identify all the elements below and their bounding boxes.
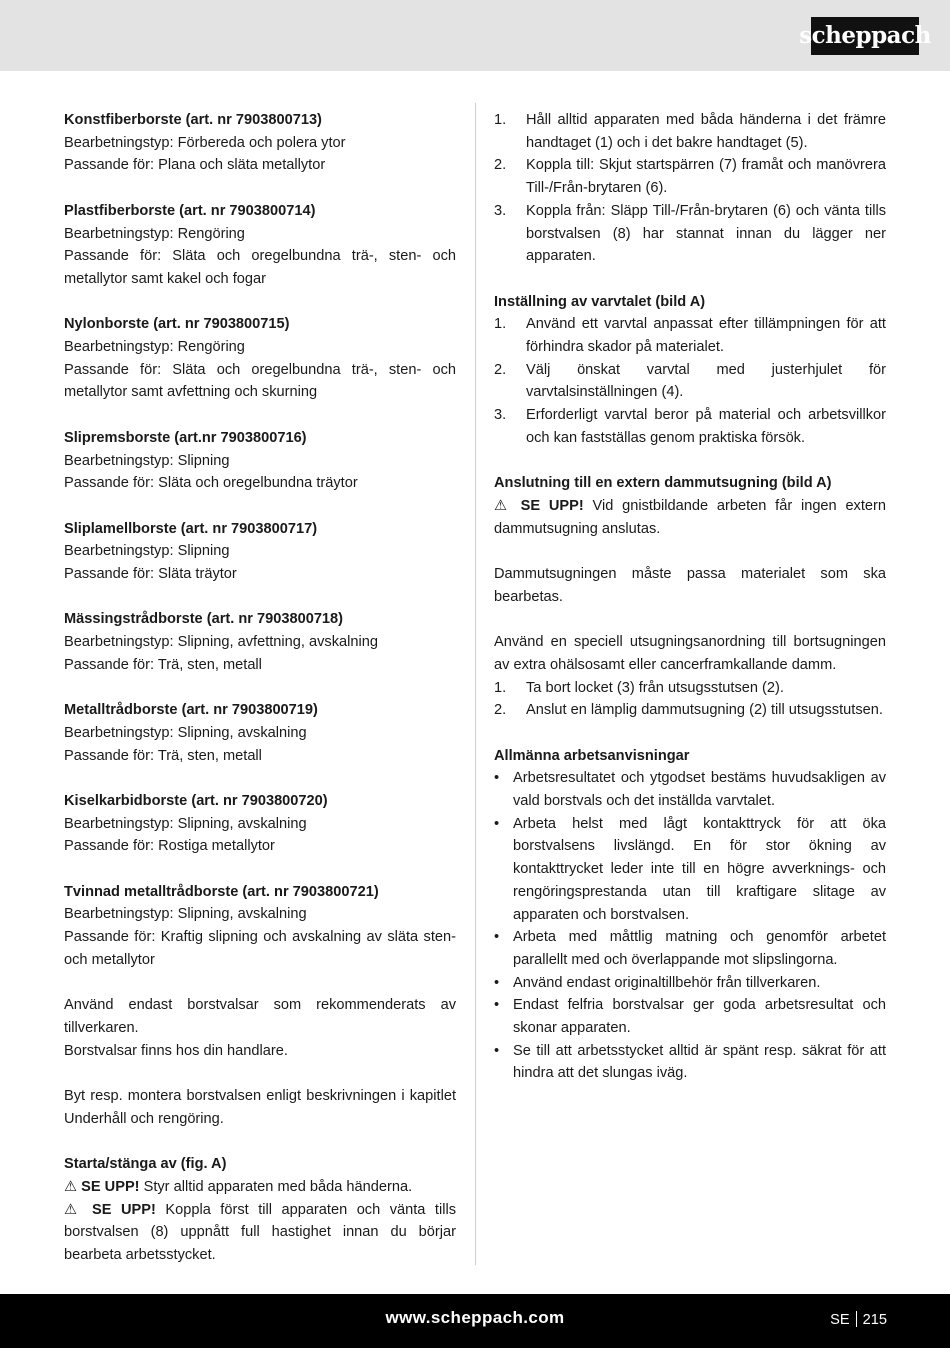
bullet-text: Arbetsresultatet och ytgodset bestäms huvudsakligen av vald borstvals och det inställda varvtalet. [513,770,886,810]
step-text: Ta bort locket (3) från utsugsstutsen (2). [526,679,784,696]
step-number: 2. [494,702,507,719]
bullet-icon: • [494,1042,500,1059]
list-item [494,1040,886,1085]
brush-type: Bearbetningstyp: Slipning [64,452,230,469]
brush-fit: Passande för: Släta och oregelbundna trä-, sten- och metallytor samt kakel och fogar [64,248,456,287]
dust-steps-list [494,677,886,722]
brush-type: Bearbetningstyp: Rengöring [64,339,245,355]
dust-warning [494,495,886,540]
bullet-text: Arbeta med måttlig matning och genomför arbetet parallellt med och överlappande mot slipslingorna. [513,929,886,968]
general-title: Allmänna arbetsanvisningar [494,747,690,764]
dealer-note: Borstvalsar finns hos din handlare. [64,1042,288,1059]
step-number: 2. [494,157,507,174]
step-text: Välj önskat varvtal med justerhjulet för varvtalsinställningen (4). [526,361,886,401]
brush-fit: Passande för: Trä, sten, metall [64,747,262,764]
brush-title: Sliplamellborste (art. nr 7903800717) [64,520,318,537]
footer-url[interactable]: www.scheppach.com [385,1308,565,1327]
brush-title: Plastfiberborste (art. nr 7903800714) [64,202,316,219]
brush-type: Bearbetningstyp: Slipning, avskalning [64,724,307,741]
brush-entry [64,427,456,495]
bullet-icon: • [494,974,500,991]
warning-label: SE UPP! [520,497,584,514]
general-list [494,767,886,1085]
brush-entry [64,200,456,291]
start-steps-list [494,109,886,268]
brush-type: Bearbetningstyp: Förbereda och polera ytor [64,134,346,151]
brush-entry [64,881,456,972]
right-column [494,109,886,1085]
step-text: Koppla till: Skjut startspärren (7) framåt och manövrera Till-/Från-brytaren (6). [526,157,886,197]
brush-title: Slipremsborste (art.nr 7903800716) [64,429,307,446]
brush-title: Tvinnad metalltrådborste (art. nr 7903800721) [64,883,379,900]
step-number: 3. [494,407,507,424]
bullet-icon: • [494,770,500,787]
list-item [494,404,886,449]
brush-type: Bearbetningstyp: Rengöring [64,225,245,242]
replace-note: Byt resp. montera borstvalsen enligt beskrivningen i kapitlet Underhåll och rengöring. [64,1088,456,1127]
brush-type: Bearbetningstyp: Slipning [64,543,230,560]
brush-title: Nylonborste (art. nr 7903800715) [64,316,290,333]
list-item [494,994,886,1039]
left-column [64,109,456,1267]
bullet-text: Arbeta helst med lågt kontakttryck för att öka borstvalsens livslängd. En för stor ökning av kontakttrycket leder inte till en högre avverknings- och rengöringsprestanda utan till kraftigare slitage av apparaten och borstvalsen. [513,815,886,923]
step-number: 2. [494,361,507,378]
step-text: Håll alltid apparaten med båda händerna i det främre handtaget (1) och i det bakre handtaget (5). [526,112,886,151]
brush-fit: Passande för: Släta träytor [64,566,237,582]
list-item [494,813,886,927]
language-code: SE [830,1312,850,1328]
step-text: Koppla från: Släpp Till-/Från-brytaren (6) och vänta tills borstvalsen (8) har stannat innan du lägger ner apparaten. [526,202,886,265]
dust-paragraph-2: Använd en speciell utsugningsanordning till bortsugningen av extra ohälsosamt eller cancerframkallande damm. [494,634,886,673]
brush-entry [64,518,456,586]
step-text: Erforderligt varvtal beror på material och arbetsvillkor och kan fastställas genom praktiska försök. [526,407,886,446]
brush-title: Konstfiberborste (art. nr 7903800713) [64,112,322,128]
brush-title: Mässingstrådborste (art. nr 7903800718) [64,611,344,628]
step-number: 1. [494,679,507,696]
list-item [494,154,886,199]
brush-type: Bearbetningstyp: Slipning, avfettning, avskalning [64,634,378,651]
step-text: Använd ett varvtal anpassat efter tillämpningen för att förhindra skador på materialet. [526,316,886,356]
column-divider [475,103,476,1265]
warning-2 [64,1199,456,1267]
brush-fit: Passande för: Släta och oregelbundna träytor [64,475,358,492]
warning-label: SE UPP! [81,1178,140,1195]
warning-1 [64,1176,456,1199]
brush-fit: Passande för: Plana och släta metallytor [64,157,326,174]
brush-entry [64,790,456,858]
list-item [494,972,886,995]
separator [856,1311,857,1327]
warning-icon: ⚠ [64,1178,78,1195]
list-item [494,313,886,358]
step-number: 1. [494,112,507,128]
bullet-text: Använd endast originaltillbehör från tillverkaren. [513,974,821,991]
brush-fit: Passande för: Kraftig slipning och avskalning av släta sten- och metallytor [64,929,456,968]
list-item [494,767,886,812]
warning-text: Styr alltid apparaten med båda händerna. [139,1178,413,1195]
bullet-icon: • [494,997,500,1014]
step-number: 3. [494,202,507,219]
list-item [494,200,886,268]
brush-title: Metalltrådborste (art. nr 7903800719) [64,702,318,719]
list-item [494,359,886,404]
brush-entry [64,313,456,404]
list-item [494,677,886,700]
bullet-icon: • [494,929,500,946]
brush-title: Kiselkarbidborste (art. nr 7903800720) [64,792,328,809]
bullet-text: Endast felfria borstvalsar ger goda arbetsresultat och skonar apparaten. [513,997,886,1037]
step-number: 1. [494,316,507,333]
speed-steps-list [494,313,886,449]
dust-paragraph-1: Dammutsugningen måste passa materialet som ska bearbetas. [494,566,886,605]
brush-type: Bearbetningstyp: Slipning, avskalning [64,815,307,832]
warning-text: Vid gnistbildande arbeten får ingen extern dammutsugning anslutas. [494,497,887,537]
list-item [494,109,886,154]
brush-fit: Passande för: Trä, sten, metall [64,656,262,673]
warning-label: SE UPP! [92,1201,156,1218]
brush-type: Bearbetningstyp: Slipning, avskalning [64,906,307,923]
brush-entry [64,699,456,767]
page-number [830,1309,887,1332]
dust-title: Anslutning till en extern dammutsugning (bild A) [494,475,832,492]
list-item [494,926,886,971]
warning-icon: ⚠ [494,497,512,514]
recommendation-note: Använd endast borstvalsar som rekommenderats av tillverkaren. [64,997,456,1036]
speed-title: Inställning av varvtalet (bild A) [494,293,706,310]
warning-text: Koppla först till apparaten och vänta tills borstvalsen (8) uppnått full hastighet innan du börjar bearbeta arbetsstycket. [64,1201,456,1263]
bullet-icon: • [494,815,500,832]
brush-entry [64,608,456,676]
start-stop-title: Starta/stänga av (fig. A) [64,1156,227,1173]
list-item [494,699,886,722]
bullet-text: Se till att arbetsstycket alltid är spänt resp. säkrat för att hindra att det slungas iväg. [513,1042,886,1082]
page-value: 215 [862,1312,887,1328]
brush-entry [64,109,456,177]
warning-icon: ⚠ [64,1201,83,1218]
brand-logo: scheppach [811,17,919,55]
footer-bar [0,1294,950,1348]
step-text: Anslut en lämplig dammutsugning (2) till utsugsstutsen. [526,702,883,719]
brush-fit: Passande för: Släta och oregelbundna trä-, sten- och metallytor samt avfettning och skurning [64,361,456,401]
brush-fit: Passande för: Rostiga metallytor [64,838,275,855]
